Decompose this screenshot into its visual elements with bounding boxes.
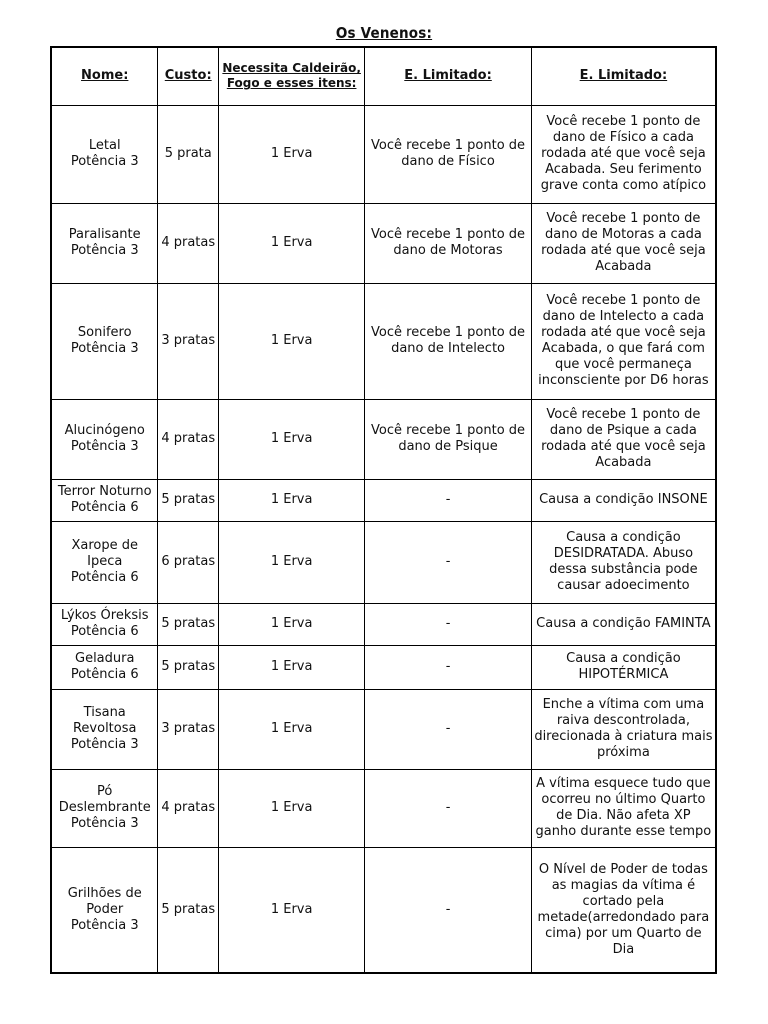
poison-name: Geladura Potência 6 [51,645,158,689]
poison-items: 1 Erva [218,689,364,769]
poison-limited-2: O Nível de Poder de todas as magias da vítima é cortado pela metade(arredondado para cima) por um Quarto de Dia [531,847,716,973]
poison-name: Terror Noturno Potência 6 [51,479,158,521]
poison-limited-2: A vítima esquece tudo que ocorreu no último Quarto de Dia. Não afeta XP ganho durante esse tempo [531,769,716,847]
table-row [51,769,716,847]
poison-cost: 5 pratas [158,479,219,521]
table-row [51,399,716,479]
poison-items: 1 Erva [218,479,364,521]
poison-limited-2: Você recebe 1 ponto de dano de Físico a cada rodada até que você seja Acabada. Seu ferimento grave conta como atípico [531,105,716,203]
poison-limited-2: Causa a condição FAMINTA [531,603,716,645]
poison-name: Lýkos Óreksis Potência 6 [51,603,158,645]
poison-limited-2: Enche a vítima com uma raiva descontrolada, direcionada à criatura mais próxima [531,689,716,769]
poison-limited-2: Causa a condição DESIDRATADA. Abuso dessa substância pode causar adoecimento [531,521,716,603]
poison-limited-1: - [365,689,532,769]
table-row [51,105,716,203]
poison-cost: 3 pratas [158,689,219,769]
header-limitado-2: E. Limitado: [531,47,716,105]
poison-limited-2: Causa a condição HIPOTÉRMICA [531,645,716,689]
poison-limited-1: - [365,603,532,645]
poison-cost: 6 pratas [158,521,219,603]
poison-limited-2: Você recebe 1 ponto de dano de Psique a cada rodada até que você seja Acabada [531,399,716,479]
table-row [51,603,716,645]
header-nome: Nome: [51,47,158,105]
poison-items: 1 Erva [218,105,364,203]
poison-cost: 4 pratas [158,399,219,479]
poison-cost: 5 pratas [158,847,219,973]
poison-limited-1: - [365,769,532,847]
table-row [51,645,716,689]
poison-cost: 5 pratas [158,645,219,689]
header-limitado-1: E. Limitado: [365,47,532,105]
poison-name: Alucinógeno Potência 3 [51,399,158,479]
poison-cost: 5 pratas [158,603,219,645]
poison-items: 1 Erva [218,645,364,689]
poison-limited-1: - [365,479,532,521]
poison-items: 1 Erva [218,283,364,399]
poison-limited-2: Causa a condição INSONE [531,479,716,521]
poison-limited-2: Você recebe 1 ponto de dano de Motoras a cada rodada até que você seja Acabada [531,203,716,283]
table-row [51,479,716,521]
poison-limited-1: Você recebe 1 ponto de dano de Motoras [365,203,532,283]
poison-limited-1: - [365,645,532,689]
poison-name: Letal Potência 3 [51,105,158,203]
poisons-table [50,46,717,974]
poison-limited-2: Você recebe 1 ponto de dano de Intelecto a cada rodada até que você seja Acabada, o que fará com que você permaneça inconsciente por D6 horas [531,283,716,399]
poison-limited-1: Você recebe 1 ponto de dano de Físico [365,105,532,203]
poison-name: Paralisante Potência 3 [51,203,158,283]
poison-items: 1 Erva [218,847,364,973]
poison-name: Sonifero Potência 3 [51,283,158,399]
poison-limited-1: - [365,847,532,973]
poison-items: 1 Erva [218,203,364,283]
poison-name: Tisana Revoltosa Potência 3 [51,689,158,769]
poison-cost: 5 prata [158,105,219,203]
poison-cost: 3 pratas [158,283,219,399]
poison-items: 1 Erva [218,399,364,479]
header-itens: Necessita Caldeirão, Fogo e esses itens: [218,47,364,105]
page-title: Os Venenos: [335,24,433,42]
poison-items: 1 Erva [218,521,364,603]
header-row [51,47,716,105]
poison-limited-1: Você recebe 1 ponto de dano de Intelecto [365,283,532,399]
table-row [51,847,716,973]
poison-cost: 4 pratas [158,769,219,847]
poison-limited-1: Você recebe 1 ponto de dano de Psique [365,399,532,479]
poison-name: Pó Deslembrante Potência 3 [51,769,158,847]
poison-items: 1 Erva [218,603,364,645]
header-custo: Custo: [158,47,219,105]
table-row [51,283,716,399]
table-row [51,521,716,603]
poison-name: Grilhões de Poder Potência 3 [51,847,158,973]
poison-cost: 4 pratas [158,203,219,283]
poison-name: Xarope de Ipeca Potência 6 [51,521,158,603]
poison-limited-1: - [365,521,532,603]
table-row [51,689,716,769]
poison-items: 1 Erva [218,769,364,847]
table-row [51,203,716,283]
